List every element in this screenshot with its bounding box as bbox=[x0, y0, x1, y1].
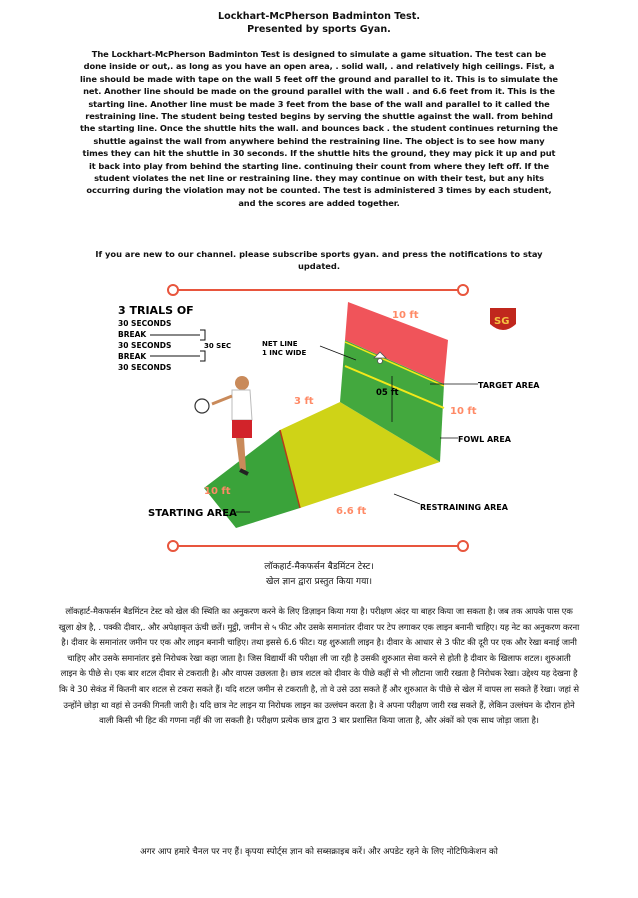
hindi-description: लॉकहार्ट-मैकफर्सन बैडमिंटन टेस्ट को खेल की स्थिति का अनुकरण करने के लिए डिज़ाइन किया गया है। परीक्षण अंदर या बाहर किया जा सकता है। जब तक आपके पास एक खुला क्षेत्र है, . पक्की दीवार,. और अपेक्षाकृत ऊंची छतें। मुट्ठी, जमीन से ५ फीट और उसके समानांतर दीवार पर टेप लगाकर एक लाइन बनानी चाहिए। यह नेट का अनुकरण करना है। दीवार के समानांतर जमीन पर एक और लाइन बनानी चाहिए। तथा इससे 6.6 फीट। यह शुरुआती लाइन है। दीवार के आधार से 3 फीट की दूरी पर एक और रेखा बनाई जानी चाहिए और उसके समानांतर इसे निरोधक रेखा कहा जाता है। जिस विद्यार्थी की परीक्षा ली जा रही है उसकी शुरुआत सेवा करने से होती है दीवार के खिलाफ शटल। शुरुआती लाइन के पीछे से। एक बार शटल दीवार से टकराती है। और वापस उछलता है। छात्र शटल को दीवार के पीछे कहीं से भी लौटाना जारी रखता है निरोधक रेखा। उद्देश्य यह देखना है कि वे 30 सेकंड में कितनी बार शटल से टकरा सकते हैं। यदि शटल जमीन से टकराती है, तो वे उसे उठा सकते हैं और शुरुआत के पीछे से खेल में वापस ला सकते हैं रेखा। जहां से उन्होंने छोड़ा था वहां से उनकी गिनती जारी है। यदि छात्र नेट लाइन या निरोधक लाइन का उल्लंघन करता है। वे अपना परीक्षण जारी रख सकते हैं, लेकिन उल्लंघन के दौरान होने वाली किसी भी हिट की गणना नहीं की जा सकती है। परीक्षण प्रत्येक छात्र द्वारा 3 बार प्रशासित किया जाता है, और अंकों को एक साथ जोड़ा जाता है। bbox=[58, 606, 580, 726]
sports-gyan-logo bbox=[490, 308, 516, 330]
target-area-label: TARGET AREA bbox=[478, 381, 540, 390]
hindi-caption-line: खेल ज्ञान द्वारा प्रस्तुत किया गया। bbox=[265, 577, 373, 587]
player-figure bbox=[195, 376, 252, 474]
english-subscribe-note: If you are new to our channel. please subscribe sports gyan. and press the notifications to stay updated. bbox=[95, 249, 543, 272]
trial-item: BREAK bbox=[118, 330, 147, 339]
trial-item: 30 SECONDS bbox=[118, 319, 172, 328]
fowl-area-label: FOWL AREA bbox=[458, 435, 511, 444]
test-diagram bbox=[0, 280, 638, 560]
trial-item: 30 SECONDS bbox=[118, 363, 172, 372]
net-line-label: NET LINE bbox=[262, 340, 298, 348]
floor-width-label: 10 ft bbox=[204, 486, 231, 497]
wall-lower-label: 10 ft bbox=[450, 406, 477, 417]
english-description: The Lockhart-McPherson Badminton Test is designed to simulate a game situation. The test can be done inside or out,. as long as you have an open area, . solid wall, . and relatively high ceilings. Fist, a line should be made with tape on the wall 5 feet off the ground and parallel to it. This is to simulate the net. Another line should be made on the ground parallel with the wall . and 6.6 feet from it. This is the starting line. Another line must be made 3 feet from the base of the wall and parallel to it called the restraining line. The student being tested begins by serving the shuttle against the wall. from behind the starting line. Once the shuttle hits the wall. and bounces back . the student continues returning the shuttle against the wall from anywhere behind the restraining line. The object is to see how many times they can hit the shuttle in 30 seconds. If the shuttle hits the ground, they may pick it up and put it back into play from behind the starting line. continuing their count from where they left off. If the student violates the net line or restraining line. they may continue on with their test, but any hits occurring during the violation may not be counted. The test is administered 3 times by each student, and the scores are added together. bbox=[80, 49, 558, 208]
title-line: Lockhart-McPherson Badminton Test. bbox=[217, 11, 420, 22]
floor-depth-label: 6.6 ft bbox=[336, 506, 367, 517]
top-timeline bbox=[168, 285, 468, 295]
hindi-subscribe-note: अगर आप हमारे चैनल पर नए हैं। कृपया स्पोर्ट्स ज्ञान को सब्सक्राइब करें। और अपडेट रहने के लिए नोटिफिकेशन को bbox=[140, 847, 498, 857]
wall-width-label: 10 ft bbox=[392, 310, 419, 321]
trials-title: 3 TRIALS OF bbox=[118, 304, 194, 317]
starting-area-label: STARTING AREA bbox=[148, 508, 237, 519]
bottom-timeline bbox=[168, 541, 468, 551]
hindi-caption bbox=[0, 560, 638, 590]
document-title bbox=[0, 10, 638, 36]
break-duration-label: 30 SEC bbox=[204, 342, 232, 350]
logo-text: SG bbox=[494, 316, 510, 327]
net-line-width-label: 1 INC WIDE bbox=[262, 349, 307, 357]
hindi-caption-line: लॉकहार्ट-मैकफर्सन बैडमिंटन टेस्ट। bbox=[264, 562, 374, 572]
restrain-dist-label: 3 ft bbox=[294, 396, 314, 407]
trial-item: 30 SECONDS bbox=[118, 341, 172, 350]
net-height-label: 05 ft bbox=[376, 388, 399, 398]
subtitle-line: Presented by sports Gyan. bbox=[247, 24, 391, 35]
court-illustration bbox=[0, 280, 638, 560]
trial-item: BREAK bbox=[118, 352, 147, 361]
restraining-area-label: RESTRAINING AREA bbox=[420, 503, 508, 512]
